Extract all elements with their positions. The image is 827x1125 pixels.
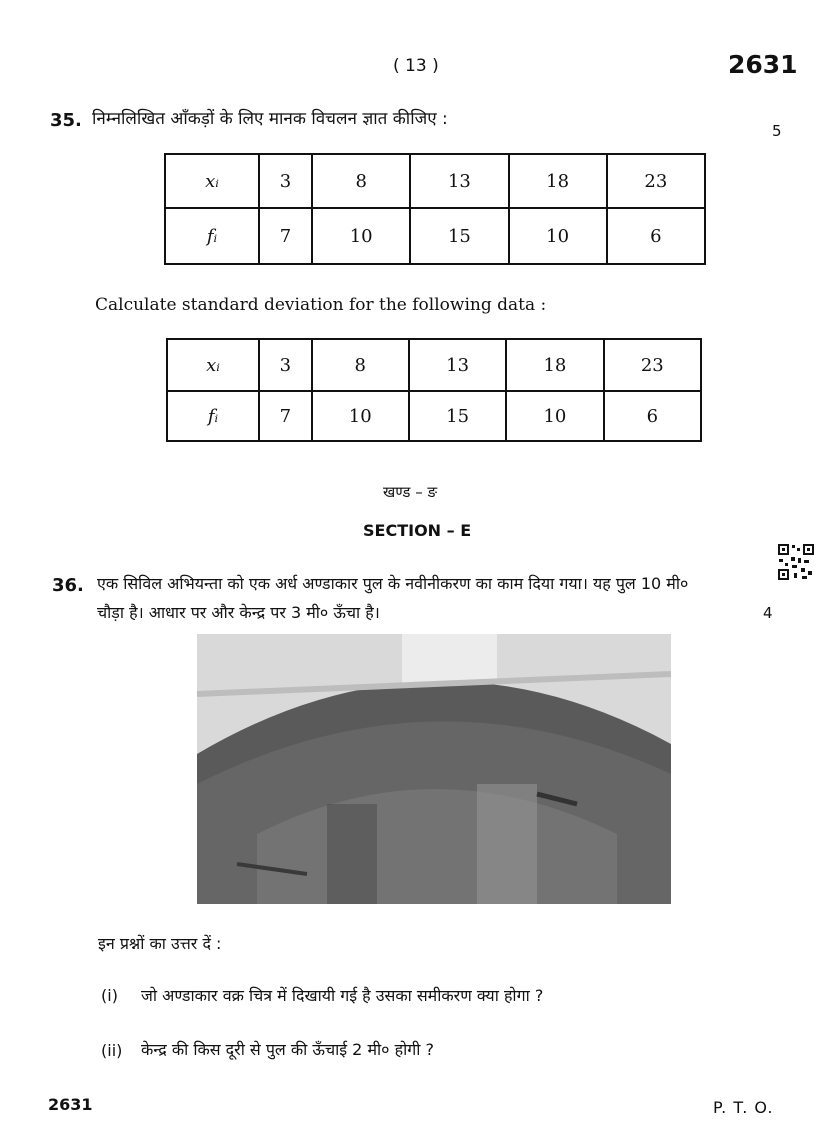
question-36-number: 36. — [52, 575, 84, 596]
sub-question-ii-text: केन्द्र की किस दूरी से पुल की ऊँचाई 2 मी० होगी ? — [141, 1040, 434, 1059]
x-cell: 3 — [259, 154, 312, 208]
sub-question-i-label: (i) — [101, 986, 118, 1005]
f-label-cell: fᵢ — [167, 391, 259, 441]
section-heading-hindi: खण्ड – ङ — [383, 483, 438, 501]
f-cell: 15 — [409, 391, 506, 441]
table-row-x — [165, 154, 705, 208]
x-label-cell: xᵢ — [167, 339, 259, 391]
please-turn-over: P. T. O. — [713, 1098, 774, 1117]
x-cell: 18 — [506, 339, 603, 391]
table-english — [166, 338, 702, 442]
x-cell: 13 — [410, 154, 508, 208]
semi-elliptical-bridge-photo — [197, 634, 671, 904]
f-cell: 10 — [312, 208, 410, 264]
f-cell: 6 — [607, 208, 705, 264]
table-row-f — [167, 391, 701, 441]
page-number: ( 13 ) — [393, 56, 439, 76]
f-cell: 10 — [312, 391, 409, 441]
x-cell: 23 — [604, 339, 701, 391]
qr-code-icon — [777, 543, 815, 581]
table-row-f — [165, 208, 705, 264]
f-cell: 15 — [410, 208, 508, 264]
f-cell: 10 — [506, 391, 603, 441]
question-35-english-text: Calculate standard deviation for the following data : — [95, 295, 547, 315]
sub-question-i-text: जो अण्डाकार वक्र चित्र में दिखायी गई है उसका समीकरण क्या होगा ? — [141, 986, 544, 1005]
table-hindi — [164, 153, 706, 265]
f-cell: 6 — [604, 391, 701, 441]
f-cell: 7 — [259, 391, 312, 441]
question-36-marks: 4 — [763, 604, 773, 622]
question-36-line1: एक सिविल अभियन्ता को एक अर्ध अण्डाकार पुल के नवीनीकरण का काम दिया गया। यह पुल 10 मी० — [97, 574, 689, 593]
paper-code-header: 2631 — [728, 50, 798, 79]
sub-question-ii-label: (ii) — [101, 1041, 123, 1060]
x-cell: 8 — [312, 339, 409, 391]
f-cell: 10 — [509, 208, 607, 264]
table-row-x — [167, 339, 701, 391]
question-36-line2: चौड़ा है। आधार पर और केन्द्र पर 3 मी० ऊँचा है। — [97, 603, 380, 622]
f-label-cell: fᵢ — [165, 208, 259, 264]
paper-code-footer: 2631 — [48, 1095, 93, 1114]
x-label-cell: xᵢ — [165, 154, 259, 208]
x-cell: 18 — [509, 154, 607, 208]
x-cell: 8 — [312, 154, 410, 208]
question-35-hindi-text: निम्नलिखित आँकड़ों के लिए मानक विचलन ज्ञात कीजिए : — [92, 109, 448, 129]
section-heading-english: SECTION – E — [363, 521, 472, 540]
question-35-marks: 5 — [772, 122, 782, 140]
x-cell: 23 — [607, 154, 705, 208]
x-cell: 3 — [259, 339, 312, 391]
answer-prompt: इन प्रश्नों का उत्तर दें : — [98, 934, 222, 953]
x-cell: 13 — [409, 339, 506, 391]
question-35-number: 35. — [50, 110, 82, 131]
f-cell: 7 — [259, 208, 312, 264]
